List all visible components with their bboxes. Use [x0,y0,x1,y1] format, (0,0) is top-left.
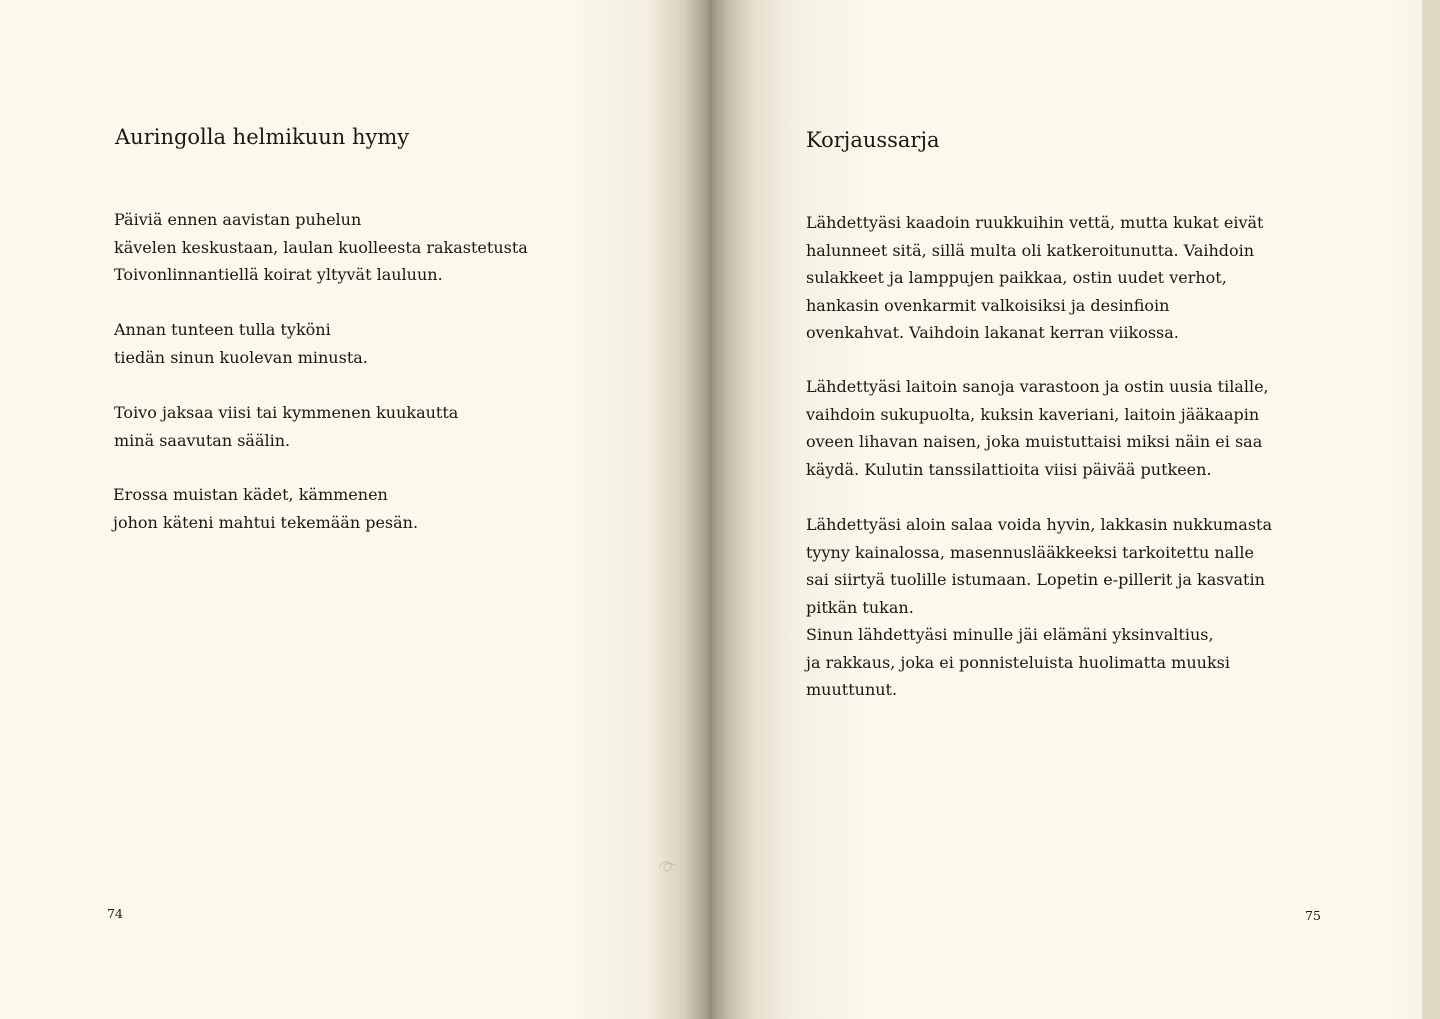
stanza-left-4 [113,481,418,536]
left-page [0,0,712,1019]
poem-line: pitkän tukan. [806,597,914,617]
poem-line: Sinun lähdettyäsi minulle jäi elämäni yksinvaltius, [806,625,1214,644]
poem-line: ja rakkaus, joka ei ponnisteluista huolimatta muuksi [806,652,1230,672]
page-number-left: 74 [107,906,123,921]
poem-line: halunneet sitä, sillä multa oli katkeroitunutta. Vaihdoin [806,240,1255,260]
poem-line: Lähdettyäsi aloin salaa voida hyvin, lakkasin nukkumasta [806,515,1272,534]
stanza-right-2 [806,373,1269,483]
poem-line: hankasin ovenkarmit valkoisiksi ja desinfioin [806,295,1170,315]
poem-line: Päiviä ennen aavistan puhelun [114,210,362,229]
page-edge-stack [1422,0,1440,1019]
poem-line: muuttunut. [806,680,898,699]
poem-line: tyyny kainalossa, masennuslääkkeeksi tarkoitettu nalle [806,542,1254,562]
poem-title-left: Auringolla helmikuun hymy [115,125,410,149]
stanza-left-1 [114,206,528,289]
pencil-mark-icon [656,856,678,876]
poem-line: tiedän sinun kuolevan minusta. [114,347,368,367]
page-number-right: 75 [1305,908,1321,923]
poem-line: sai siirtyä tuolille istumaan. Lopetin e-pillerit ja kasvatin [806,570,1265,589]
stanza-left-3 [114,399,458,454]
poem-line: johon käteni mahtui tekemään pesän. [113,512,419,532]
poem-line: Erossa muistan kädet, kämmenen [113,485,388,504]
poem-title-right: Korjaussarja [806,128,940,152]
poem-line: Lähdettyäsi laitoin sanoja varastoon ja ostin uusia tilalle, [806,377,1269,396]
poem-line: kävelen keskustaan, laulan kuolleesta rakastetusta [114,237,528,257]
poem-line: ovenkahvat. Vaihdoin lakanat kerran viikossa. [806,323,1179,342]
poem-line: Annan tunteen tulla tyköni [114,320,331,339]
poem-line: Toivonlinnantiellä koirat yltyvät lauluun. [114,265,443,284]
poem-line: sulakkeet ja lamppujen paikkaa, ostin uudet verhot, [806,268,1227,287]
poem-line: oveen lihavan naisen, joka muistuttaisi miksi näin ei saa [806,432,1263,451]
poem-line: käydä. Kulutin tanssilattioita viisi päivää putkeen. [806,459,1212,479]
right-page [712,0,1422,1019]
poem-line: Toivo jaksaa viisi tai kymmenen kuukautta [114,403,459,422]
stanza-left-2 [114,316,368,371]
poem-line: vaihdoin sukupuolta, kuksin kaveriani, laitoin jääkaapin [806,404,1260,424]
poem-line: Lähdettyäsi kaadoin ruukkuihin vettä, mutta kukat eivät [806,213,1264,232]
stanza-right-3 [806,511,1272,704]
poem-line: minä saavutan säälin. [114,430,291,450]
stanza-right-1 [806,209,1263,347]
